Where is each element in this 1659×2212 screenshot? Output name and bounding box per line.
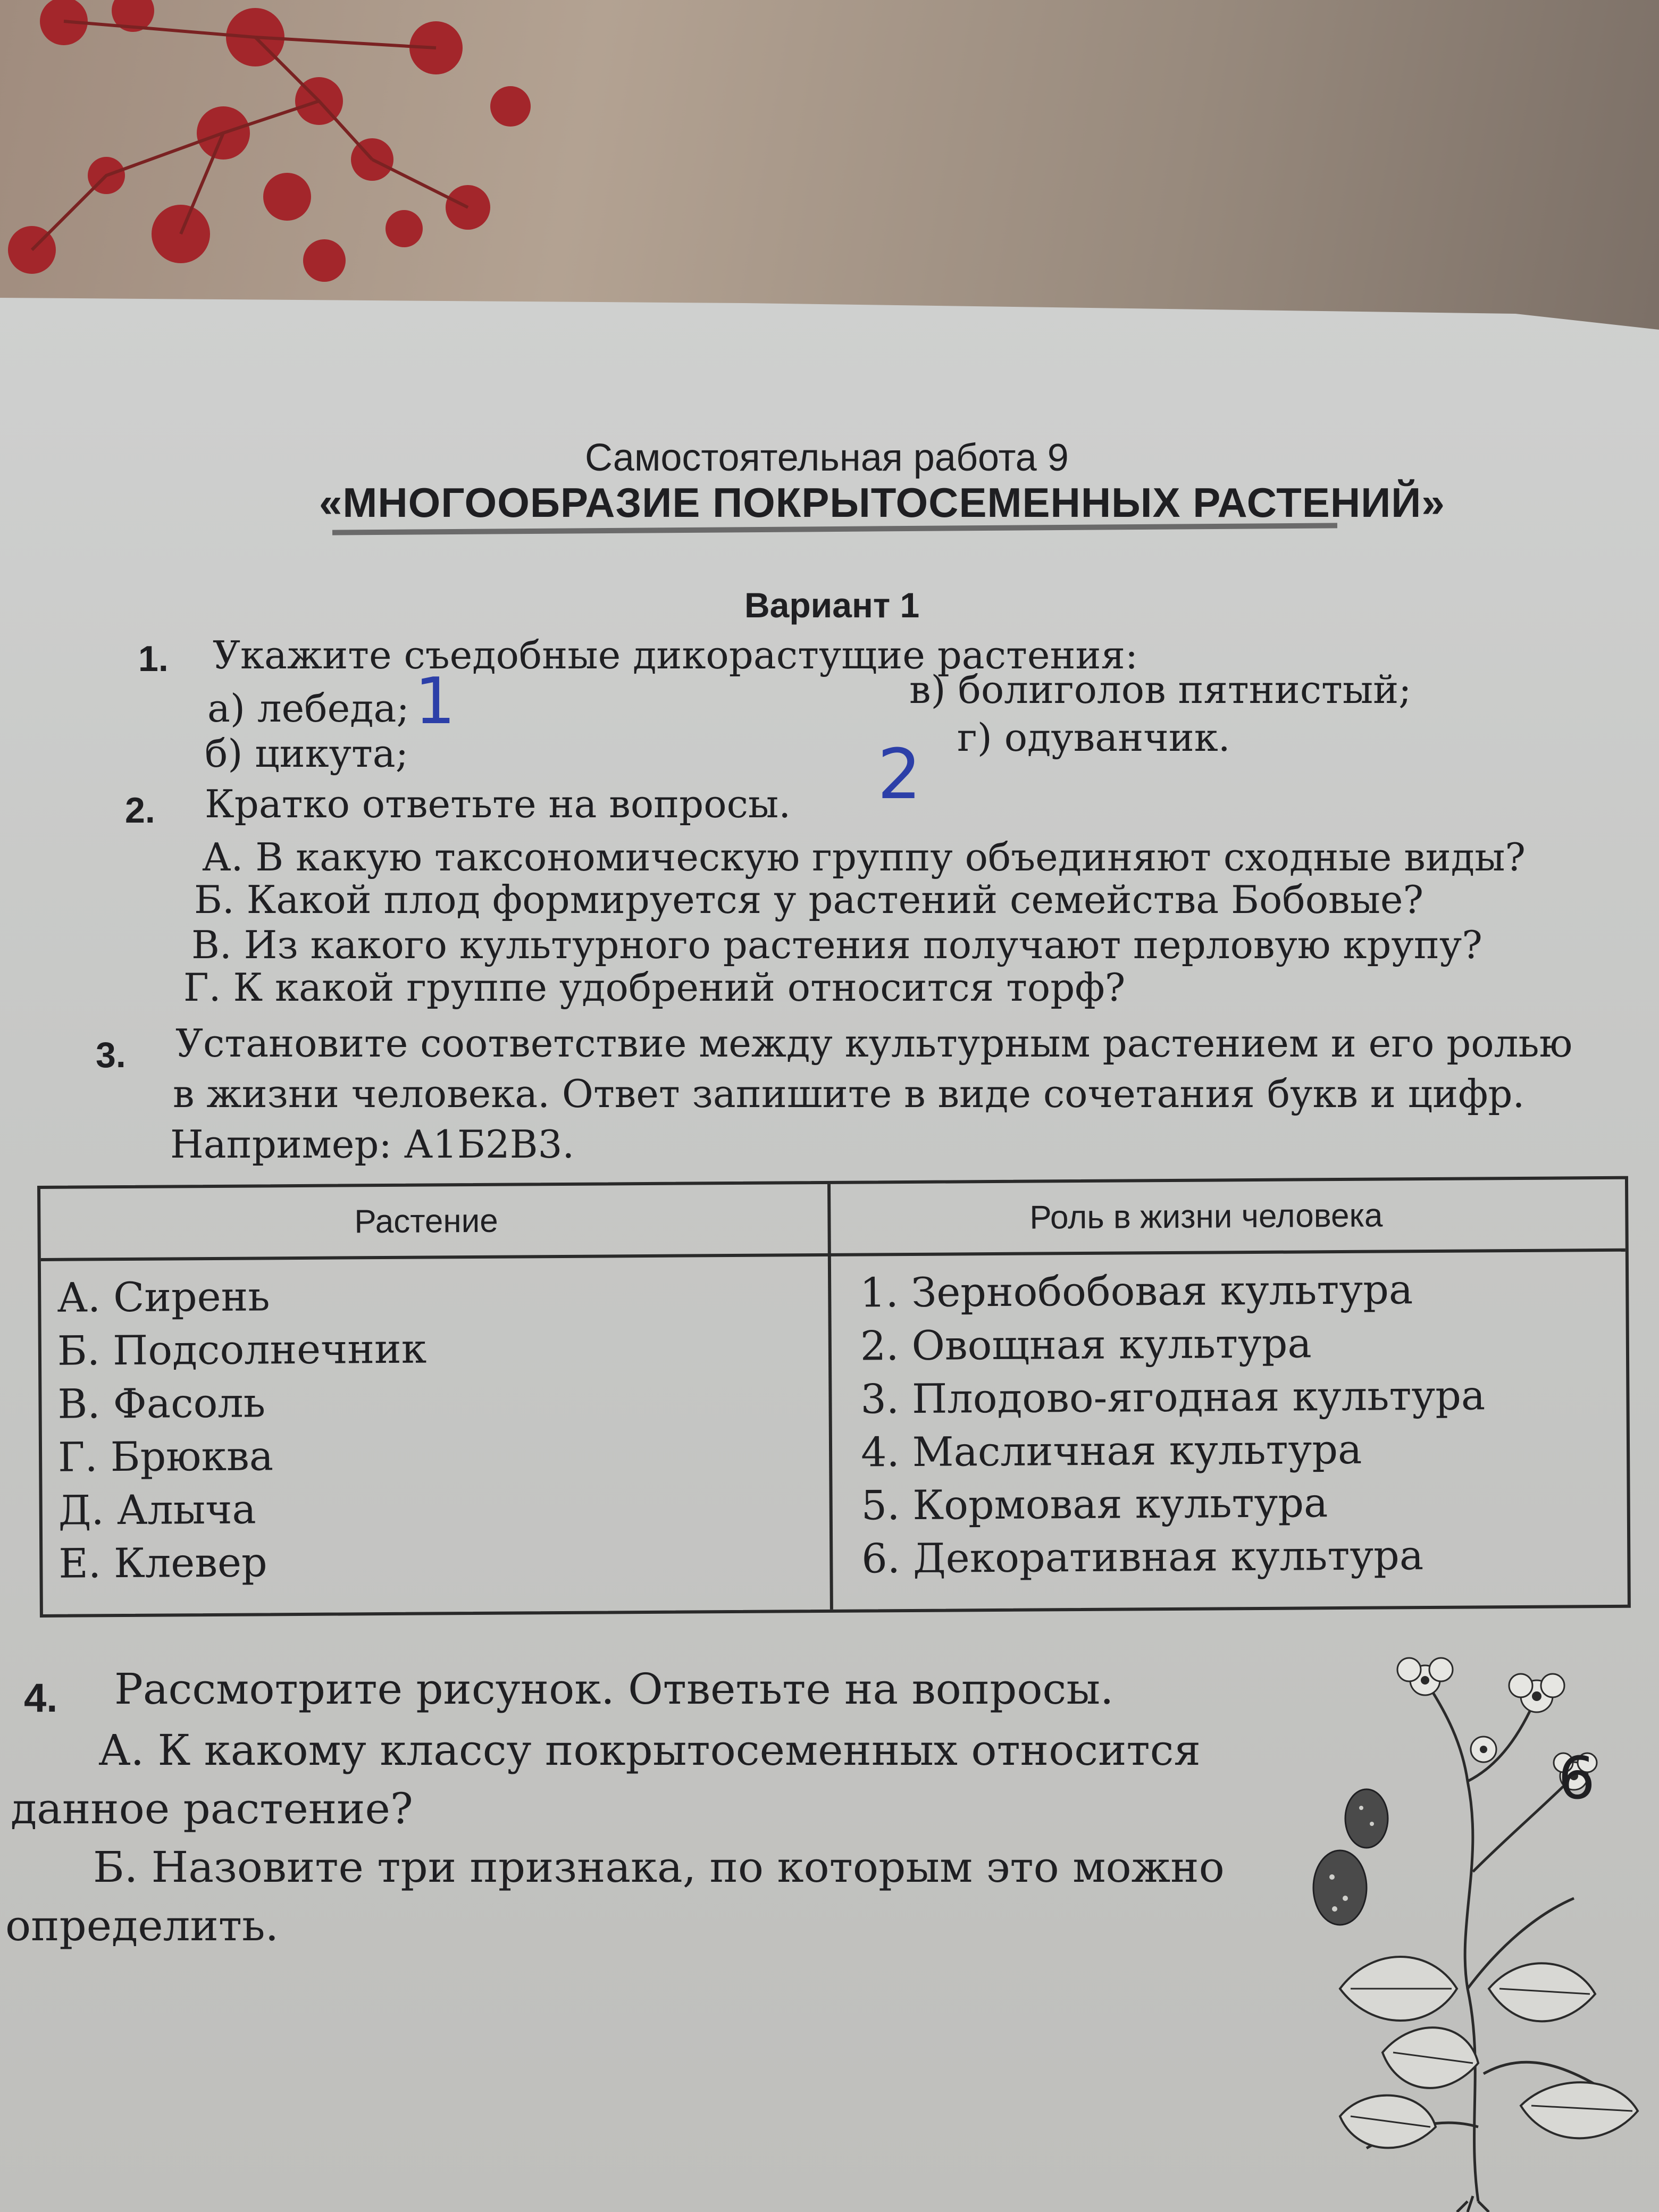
q1-text: Укажите съедобные дикорастущие растения: (213, 633, 1138, 677)
figure-handwritten-mark: 6 (1558, 1744, 1595, 1812)
table-plant-g: Г. Брюква (57, 1432, 274, 1481)
q4-item-a-line1: А. К какому классу покрытосеменных относится (98, 1725, 1201, 1775)
variant-label: Вариант 1 (744, 585, 920, 625)
handwritten-mark-1: 1 (415, 665, 456, 739)
table-header-plant: Растение (354, 1202, 498, 1241)
q1-number: 1. (138, 639, 169, 679)
q2-item-g: Г. К какой группе удобрений относится торф? (183, 965, 1126, 1010)
q4-item-b-line2: определить. (5, 1901, 279, 1950)
q4-item-b-line1: Б. Назовите три признака, по которым это можно (93, 1842, 1225, 1892)
q3-line-2: в жизни человека. Ответ запишите в виде сочетания букв и цифр. (173, 1071, 1525, 1116)
plant-illustration (1308, 1648, 1648, 2212)
q2-number: 2. (125, 790, 155, 831)
q1-option-g: г) одуванчик. (957, 715, 1230, 760)
q4-number: 4. (24, 1675, 58, 1721)
table-plant-e: Е. Клевер (58, 1538, 267, 1587)
q2-text: Кратко ответьте на вопросы. (205, 782, 791, 826)
matching-table (37, 1176, 1631, 1618)
table-plant-b: Б. Подсолнечник (57, 1325, 427, 1375)
q4-text: Рассмотрите рисунок. Ответьте на вопросы. (114, 1664, 1114, 1714)
table-role-4: 4. Масличная культура (860, 1425, 1362, 1476)
q2-item-a: А. В какую таксономическую группу объединяют сходные виды? (202, 835, 1526, 879)
table-plant-a: А. Сирень (57, 1272, 270, 1321)
q1-option-a: а) лебеда; (207, 686, 409, 731)
page-title: «МНОГООБРАЗИЕ ПОКРЫТОСЕМЕННЫХ РАСТЕНИЙ» (319, 479, 1445, 526)
table-role-6: 6. Декоративная культура (861, 1531, 1424, 1582)
q2-item-v: В. Из какого культурного растения получают перловую крупу? (191, 923, 1482, 967)
table-role-1: 1. Зернобобовая культура (859, 1266, 1413, 1317)
table-plant-d: Д. Алыча (58, 1485, 256, 1534)
q3-line-3: Например: А1Б2В3. (170, 1122, 575, 1167)
q1-option-v: в) болиголов пятнистый; (909, 667, 1412, 712)
q2-item-b: Б. Какой плод формируется у растений семейства Бобовые? (194, 877, 1424, 922)
q3-number: 3. (96, 1035, 126, 1075)
work-number: Самостоятельная работа 9 (585, 437, 1069, 479)
table-role-3: 3. Плодово-ягодная культура (860, 1371, 1486, 1423)
q3-line-1: Установите соответствие между культурным растением и его ролью (175, 1021, 1573, 1066)
table-column-divider (827, 1184, 833, 1610)
table-header-role: Роль в жизни человека (1029, 1197, 1383, 1236)
table-role-5: 5. Кормовая культура (861, 1479, 1328, 1529)
table-plant-v: В. Фасоль (57, 1379, 266, 1428)
handwritten-mark-2: 2 (877, 734, 921, 815)
table-role-2: 2. Овощная культура (860, 1319, 1312, 1370)
q1-option-b: б) цикута; (205, 731, 408, 776)
q4-item-a-line2: данное растение? (11, 1784, 413, 1833)
table-header-divider (41, 1249, 1626, 1261)
